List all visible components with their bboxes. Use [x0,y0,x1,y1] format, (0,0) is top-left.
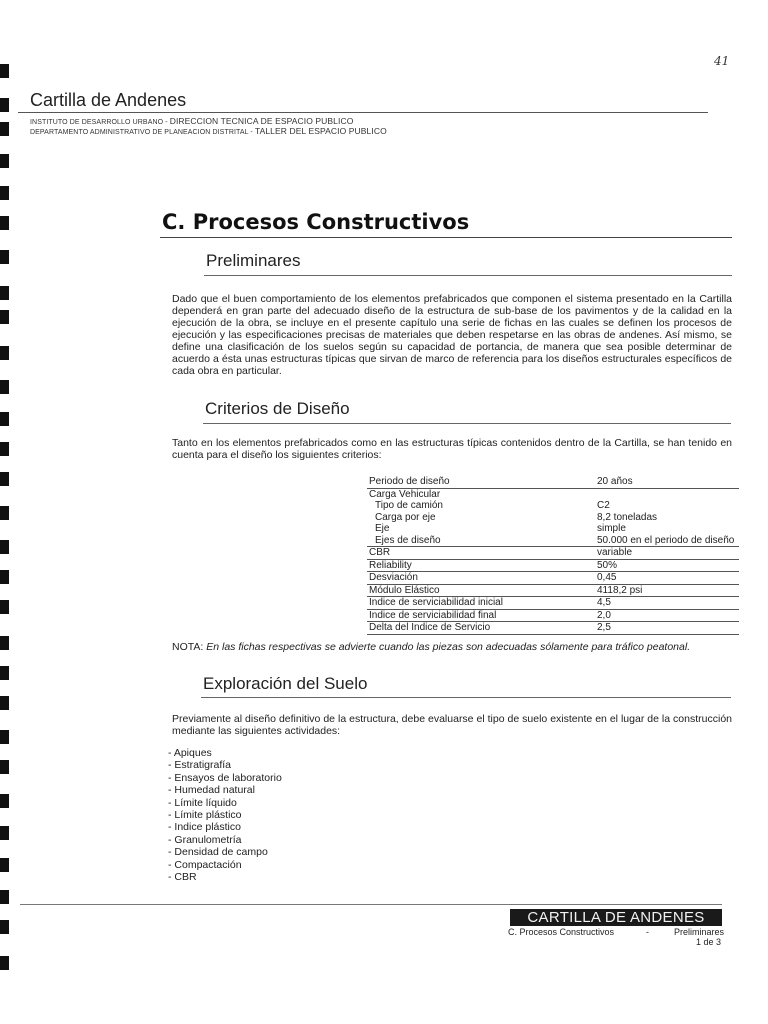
section-title: C. Procesos Constructivos [162,210,470,234]
nota-note: NOTA: En las fichas respectivas se advierte cuando las piezas son adecuadas sólamente para tráfico peatonal. [172,641,691,653]
binding-hole [0,506,9,520]
criteria-value: variable [593,547,739,560]
binding-hole [0,570,9,584]
criteria-value [593,488,739,500]
list-item: - Densidad de campo [168,846,268,859]
criteria-value: 4,5 [593,597,739,610]
preliminares-paragraph: Dado que el buen comportamiento de los elementos prefabricados que componen el sistema presentado en la Cartilla dependerá en gran parte del adecuado diseño de la estructura de sub-base de los pavimentos y de la calidad en la ejecución de la obra, se incluye en el presente capítulo una serie de fichas en las cuales se definen los procesos de ejecución y las especificaciones precisas de materiales que deben respetarse en las obras de andenes. Así mismo, se define una clasificación de los suelos según su capacidad de portancia, de manera que sea posible determinar de acuerdo a ésta unas estructuras típicas que sirvan de marco de referencia para los diseños estructurales específicos de cada obra en particular. [172,293,732,377]
criteria-value: 50% [593,559,739,572]
criteria-label: CBR [367,547,593,560]
criteria-value: 50.000 en el periodo de diseño [593,535,739,547]
list-item: - Humedad natural [168,784,255,797]
binding-hole [0,760,9,774]
criteria-row [367,584,739,597]
binding-hole [0,442,9,456]
criteria-label: Carga Vehicular [369,488,441,500]
criteria-label: Periodo de diseño [367,476,593,488]
binding-hole [0,310,9,324]
criteria-value: 2,5 [593,622,739,635]
binding-hole [0,380,9,394]
criteria-value: 20 años [593,476,739,488]
binding-hole [0,956,9,970]
criteria-row [367,512,739,524]
header-department-line: DEPARTAMENTO ADMINISTRATIVO DE PLANEACION DISTRITAL - TALLER DEL ESPACIO PUBLICO [30,126,387,136]
criteria-row [367,559,739,572]
design-criteria-table [367,476,739,635]
criteria-value: 0,45 [593,572,739,585]
criteria-label: Ejes de diseño [367,535,593,547]
binding-hole [0,286,9,300]
binding-hole [0,412,9,426]
binding-hole [0,794,9,808]
criteria-label: Tipo de camión [375,500,443,512]
binding-hole [0,636,9,650]
criteria-label: Indice de serviciabilidad final [367,609,593,622]
criterios-divider [203,423,731,424]
list-item: - Granulometría [168,833,242,846]
exploracion-paragraph: Previamente al diseño definitivo de la estructura, debe evaluarse el tipo de suelo existente en el lugar de la construcción mediante las siguientes actividades: [172,713,732,737]
criteria-row [367,547,739,560]
binding-hole [0,890,9,904]
handwritten-page-number: 41 [714,54,730,68]
footer-page-count: 1 de 3 [696,937,722,947]
binding-hole [0,600,9,614]
list-item: - Estratigrafía [168,759,232,772]
binding-hole [0,346,9,360]
binding-hole [0,666,9,680]
criteria-value: 8,2 toneladas [597,511,658,523]
binding-hole [0,122,9,136]
footer-separator: - [646,927,649,937]
criteria-row [367,597,739,610]
header-divider [18,112,708,113]
binding-hole [0,250,9,264]
list-item: - Límite plástico [168,809,242,822]
criteria-label: Indice de serviciabilidad inicial [367,597,593,610]
binding-hole [0,64,9,78]
criteria-label: Delta del Indice de Servicio [367,622,593,635]
preliminares-heading: Preliminares [206,251,301,270]
criteria-label: Carga por eje [375,511,436,523]
header-title: Cartilla de Andenes [30,90,187,110]
criteria-row [367,609,739,622]
criteria-label: Desviación [367,572,593,585]
criteria-value: 4118,2 psi [593,584,739,597]
binding-hole [0,696,9,710]
exploracion-divider [201,697,731,698]
list-item: - Indice plástico [168,821,241,834]
footer-section: Preliminares [673,927,724,937]
footer-divider [20,904,722,905]
exploracion-heading: Exploración del Suelo [203,674,368,693]
binding-holes [0,40,14,980]
criteria-value: C2 [597,500,610,512]
list-item: - Ensayos de laboratorio [168,771,282,784]
list-item: - Compactación [168,858,242,871]
binding-hole [0,826,9,840]
binding-hole [0,472,9,486]
section-divider [160,237,732,238]
criteria-row [367,488,739,500]
binding-hole [0,216,9,230]
binding-hole [0,920,9,934]
list-item: - Apiques [168,747,212,759]
list-item: - CBR [168,871,197,884]
criteria-row [367,476,739,488]
binding-hole [0,98,9,112]
binding-hole [0,858,9,872]
activities-list [168,747,282,883]
criterios-paragraph: Tanto en los elementos prefabricados como en las estructuras típicas contenidos dentro de la Cartilla, se han tenido en cuenta para el diseño los siguientes criterios: [172,437,732,461]
criteria-row [367,622,739,635]
criterios-heading: Criterios de Diseño [205,399,350,418]
criteria-value: 2,0 [593,609,739,622]
criteria-row [367,572,739,585]
criteria-row [367,523,739,535]
binding-hole [0,186,9,200]
binding-hole [0,540,9,554]
header-institution-line: INSTITUTO DE DESARROLLO URBANO - DIRECCION TECNICA DE ESPACIO PUBLICO [30,116,354,126]
criteria-value: simple [597,523,626,535]
criteria-label: Eje [375,523,390,535]
footer-banner: CARTILLA DE ANDENES [510,909,722,926]
preliminares-divider [204,275,732,276]
list-item: - Límite líquido [168,796,237,809]
criteria-label: Módulo Elástico [367,584,593,597]
binding-hole [0,730,9,744]
criteria-label: Reliability [367,559,593,572]
criteria-row [367,500,739,512]
binding-hole [0,154,9,168]
footer-chapter: C. Procesos Constructivos [508,927,615,937]
criteria-row [367,535,739,547]
